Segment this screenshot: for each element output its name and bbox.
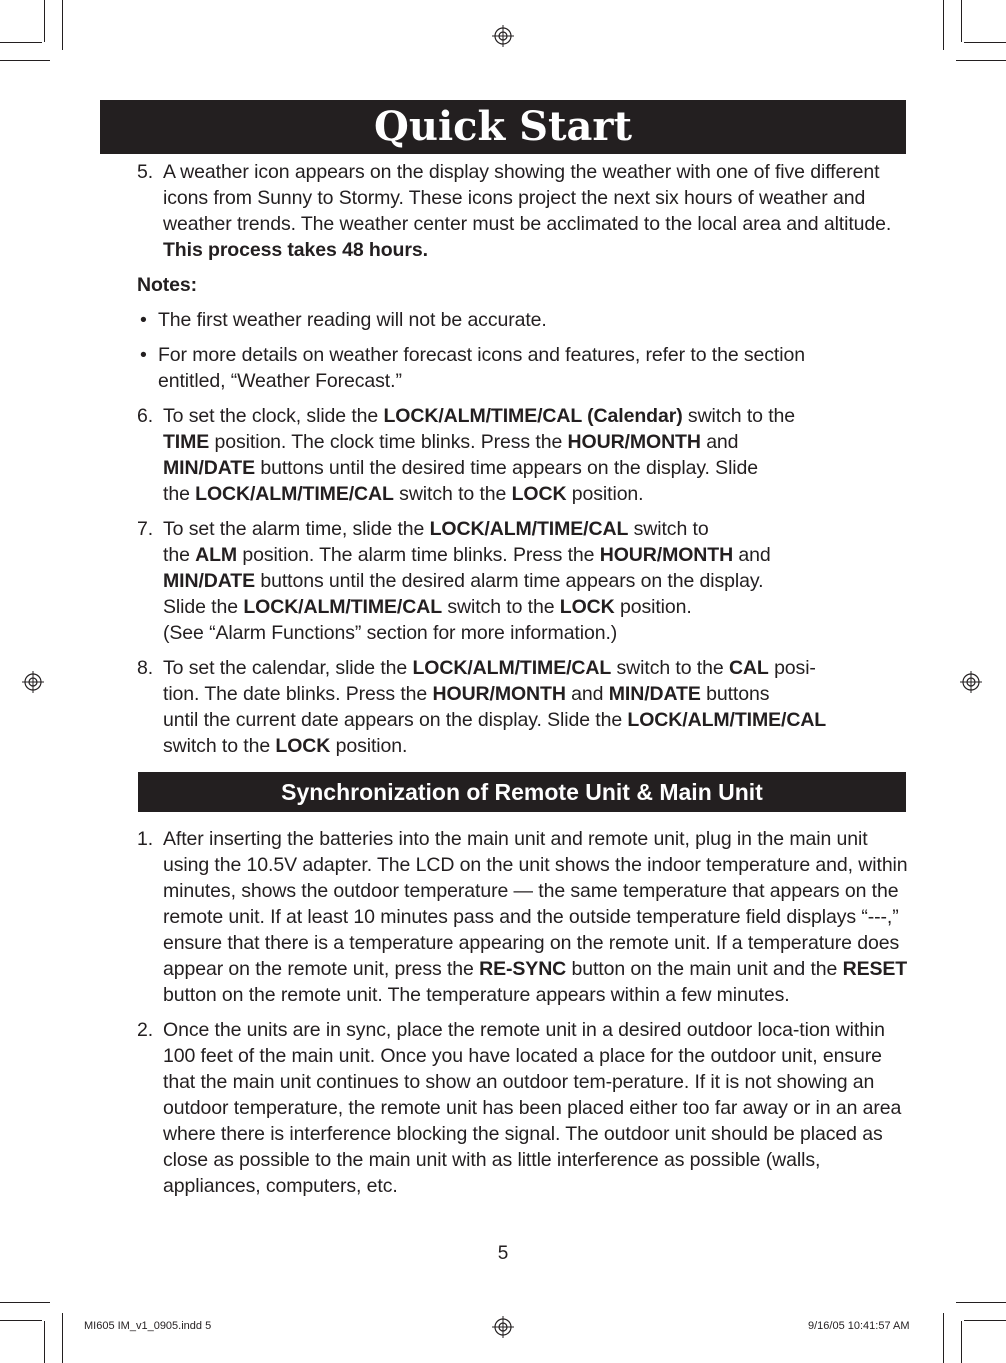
crop-mark [44,1321,45,1363]
crop-mark [0,1302,50,1303]
step-7-text: buttons until the desired alarm time appears on the display. [260,570,764,592]
step-8-text: switch to the [616,657,724,679]
list-item-step-8 [137,655,909,759]
registration-mark-icon [492,1316,514,1338]
crop-mark [943,0,944,50]
step-6-text: To set the clock, slide the [163,405,379,427]
slug-file-info: MI605 IM_v1_0905.indd 5 [84,1320,212,1332]
registration-mark-icon [22,671,44,693]
registration-mark-icon [960,671,982,693]
step-5-text: A weather icon appears on the display showing the weather with one of five different icons from Sunny to Stormy. These icons project the next six hours of weather and weather trends. The weather center must be acclimated to the local area and altitude. [163,161,892,235]
step-7-text: switch to [633,518,709,540]
step-8-text: To set the calendar, slide the [163,657,408,679]
sync-steps [137,826,909,1199]
list-item-step-5 [137,159,909,263]
crop-mark [62,0,63,50]
crop-mark [44,0,45,42]
step-6-bold: LOCK/ALM/TIME/CAL (Calendar) [383,405,683,427]
step-5-bold: This process takes 48 hours. [163,239,428,261]
quick-start-steps [137,159,909,759]
step-8-text: switch to the [163,735,271,757]
step-6-text: buttons until the desired time appears on the display. Slide [260,457,759,479]
registration-mark-icon [492,25,514,47]
step-6-bold: TIME [163,431,210,453]
step-8-bold: MIN/DATE [608,683,701,705]
bullet-icon: • [140,344,147,366]
list-item-step-7 [137,516,909,646]
list-item-step-6 [137,403,909,507]
list-item-sync-1 [137,826,909,1008]
sync-1-text: button on the remote unit. The temperature appears within a few minutes. [163,984,790,1006]
step-6-bold: HOUR/MONTH [567,431,701,453]
notes-label: Notes: [137,274,198,296]
step-number: 6. [137,405,154,427]
crop-mark [0,60,50,61]
step-number: 8. [137,657,154,679]
step-6-text: the [163,483,190,505]
step-6-bold: LOCK/ALM/TIME/CAL [195,483,394,505]
sync-2-text: Once the units are in sync, place the remote unit in a desired outdoor loca-tion within 100 feet of the main unit. Once you have located a place for the outdoor unit, ensure that the main unit continues to show an outdoor tem-perature. If it is not showing an outdoor temperature, the remote unit has been placed either too far away or in an area where there is interference blocking the signal. The outdoor unit should be placed as close as possible to the main unit with as little interference as possible (walls, appliances, computers, etc. [163,1019,902,1197]
step-6-text: and [706,431,739,453]
note-2-text-a: For more details on weather forecast icons and features, refer to the section [158,344,805,366]
step-7-text: Slide the [163,596,238,618]
step-8-bold: LOCK [275,735,331,757]
crop-mark [943,1313,944,1363]
list-item-note-1 [137,307,909,333]
step-8-bold: LOCK/ALM/TIME/CAL [412,657,612,679]
step-7-text: position. [619,596,692,618]
step-8-text: until the current date appears on the display. Slide the [163,709,623,731]
step-7-bold: LOCK/ALM/TIME/CAL [243,596,443,618]
list-item-note-2 [137,342,909,394]
step-8-bold: HOUR/MONTH [432,683,566,705]
page-title: Quick Start [100,100,906,154]
section-heading: Synchronization of Remote Unit & Main Unit [138,772,906,812]
step-6-bold: LOCK [511,483,567,505]
crop-mark [0,1320,42,1321]
step-8-text: and [571,683,604,705]
crop-mark [956,1302,1006,1303]
step-7-text: position. The alarm time blinks. Press the [242,544,595,566]
crop-mark [62,1313,63,1363]
step-8-bold: CAL [728,657,769,679]
sync-1-text: button on the main unit and the [571,958,838,980]
crop-mark [964,42,1006,43]
bullet-icon: • [140,309,147,331]
step-6-bold: MIN/DATE [163,457,255,479]
step-7-text: and [738,544,771,566]
step-number: 2. [137,1019,154,1041]
step-8-text: posi- [774,657,816,679]
step-8-bold: LOCK/ALM/TIME/CAL [627,709,827,731]
step-7-bold: LOCK [559,596,615,618]
step-8-text: position. [335,735,408,757]
page-number: 5 [497,1243,509,1264]
step-6-text: switch to the [399,483,507,505]
step-7-text: switch to the [447,596,555,618]
crop-mark [964,1320,1006,1321]
step-7-text: the [163,544,190,566]
step-number: 5. [137,161,154,183]
sync-1-text: After inserting the batteries into the main unit and remote unit, plug in the main unit using the 10.5V adapter. The LCD on the unit shows the indoor temperature and, within minutes, shows the outdoor temperature — the same temperature that appears on the remote unit. If at least 10 minutes pass and the outside temperature field displays “---,” ensure that there is a temperature appearing on the remote unit. If a temperature does appear on the remote unit, press the [163,828,908,980]
step-7-bold: HOUR/MONTH [599,544,734,566]
step-6-text: position. The clock time blinks. Press the [214,431,563,453]
step-6-text: switch to the [687,405,796,427]
crop-mark [0,42,42,43]
re-sync-label: RE-SYNC [479,958,567,980]
step-8-text: buttons [706,683,770,705]
reset-label: RESET [842,958,908,980]
step-7-bold: LOCK/ALM/TIME/CAL [429,518,629,540]
crop-mark [956,60,1006,61]
step-7-bold: ALM [195,544,238,566]
crop-mark [961,0,962,42]
step-number: 1. [137,828,154,850]
step-7-text: To set the alarm time, slide the [163,518,425,540]
step-7-text: (See “Alarm Functions” section for more information.) [163,622,618,644]
step-7-bold: MIN/DATE [163,570,255,592]
crop-mark [961,1321,962,1363]
note-2-text-b: entitled, “Weather Forecast.” [158,370,402,392]
step-6-text: position. [571,483,644,505]
step-8-text: tion. The date blinks. Press the [163,683,428,705]
note-1-text: The first weather reading will not be accurate. [158,309,547,331]
step-number: 7. [137,518,154,540]
list-item-sync-2 [137,1017,909,1199]
slug-timestamp: 9/16/05 10:41:57 AM [808,1320,910,1332]
